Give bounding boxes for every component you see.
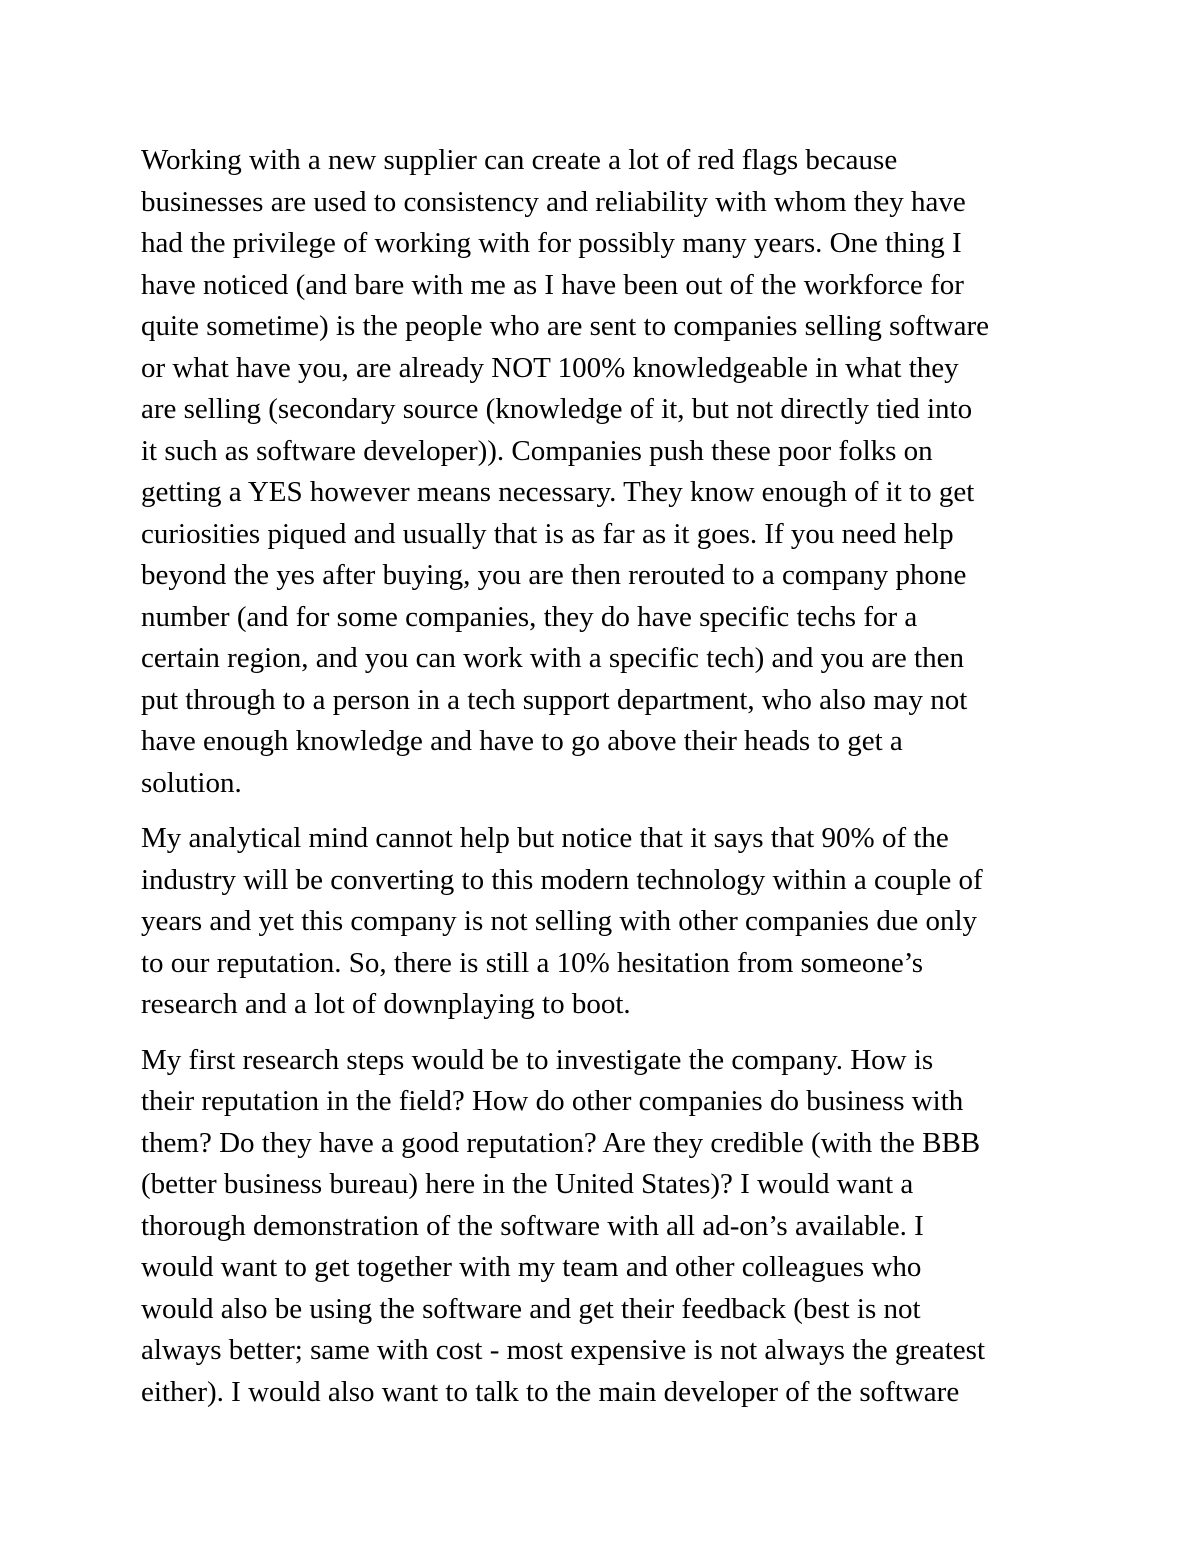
text-line: years and yet this company is not selling with other companies due only bbox=[141, 905, 978, 937]
text-line: certain region, and you can work with a specific tech) and you are then bbox=[141, 642, 964, 674]
text-line: research and a lot of downplaying to boot. bbox=[141, 988, 631, 1020]
text-line: put through to a person in a tech support department, who also may not bbox=[141, 683, 968, 716]
text-line: getting a YES however means necessary. They know enough of it to get bbox=[141, 476, 975, 508]
document-body bbox=[141, 140, 1071, 1427]
text-line: curiosities piqued and usually that is as far as it goes. If you need help bbox=[141, 517, 954, 550]
text-line: to our reputation. So, there is still a 10% hesitation from someone’s bbox=[141, 946, 924, 979]
paragraph-3 bbox=[141, 1040, 1071, 1414]
text-line: have enough knowledge and have to go above their heads to get a bbox=[141, 725, 903, 757]
text-line: or what have you, are already NOT 100% knowledgeable in what they bbox=[141, 351, 959, 384]
text-line: are selling (secondary source (knowledge of it, but not directly tied into bbox=[141, 393, 973, 425]
text-line: had the privilege of working with for possibly many years. One thing I bbox=[141, 227, 962, 259]
text-line: beyond the yes after buying, you are then rerouted to a company phone bbox=[141, 559, 967, 591]
text-line: them? Do they have a good reputation? Are they credible (with the BBB bbox=[141, 1126, 981, 1159]
text-line: number (and for some companies, they do have specific techs for a bbox=[141, 600, 918, 633]
text-line: thorough demonstration of the software with all ad-on’s available. I bbox=[141, 1209, 924, 1242]
text-line: Working with a new supplier can create a lot of red flags because bbox=[141, 144, 898, 176]
paragraph-1 bbox=[141, 140, 1071, 804]
text-line: it such as software developer)). Companies push these poor folks on bbox=[141, 434, 933, 467]
text-line: always better; same with cost - most expensive is not always the greatest bbox=[141, 1334, 986, 1366]
text-line: solution. bbox=[141, 766, 242, 799]
text-line: quite sometime) is the people who are sent to companies selling software bbox=[141, 310, 990, 342]
text-line: industry will be converting to this modern technology within a couple of bbox=[141, 863, 983, 896]
text-line: My first research steps would be to investigate the company. How is bbox=[141, 1043, 934, 1076]
text-line: (better business bureau) here in the United States)? I would want a bbox=[141, 1168, 914, 1200]
text-line: either). I would also want to talk to the main developer of the software bbox=[141, 1375, 960, 1408]
text-line: would want to get together with my team and other colleagues who bbox=[141, 1251, 922, 1283]
text-line: their reputation in the field? How do other companies do business with bbox=[141, 1085, 964, 1117]
text-line: My analytical mind cannot help but notice that it says that 90% of the bbox=[141, 822, 949, 854]
text-line: businesses are used to consistency and reliability with whom they have bbox=[141, 185, 966, 218]
text-line: have noticed (and bare with me as I have been out of the workforce for bbox=[141, 268, 964, 301]
paragraph-2 bbox=[141, 818, 1071, 1026]
text-line: would also be using the software and get their feedback (best is not bbox=[141, 1292, 921, 1325]
